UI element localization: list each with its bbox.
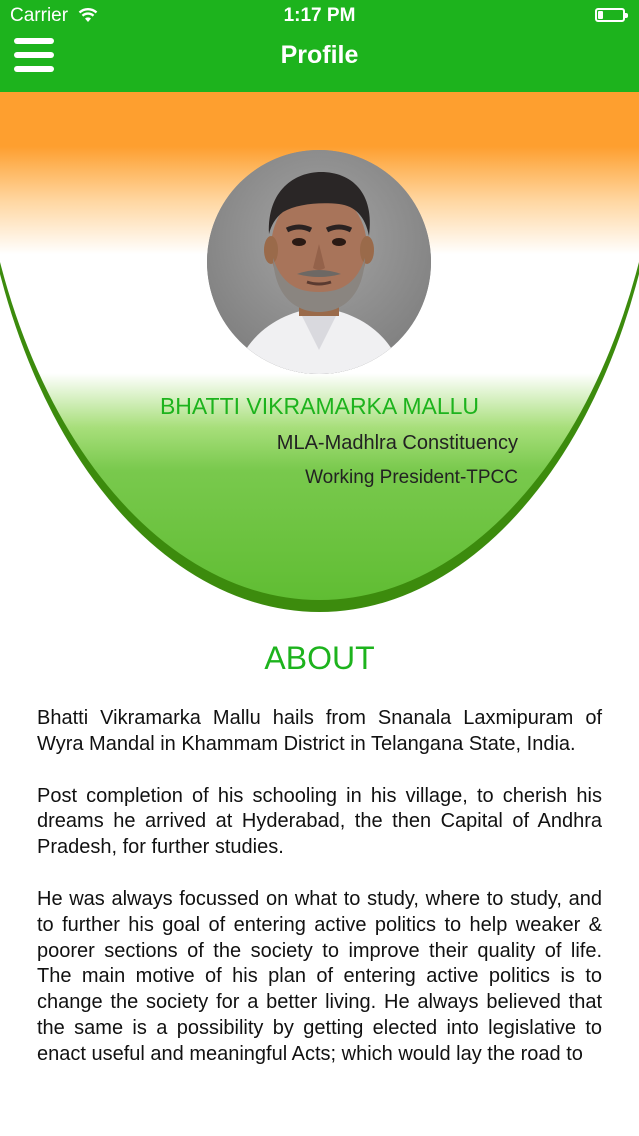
profile-constituency: MLA-Madhlra Constituency: [276, 432, 518, 454]
about-paragraph: Post completion of his schooling in his village, to cherish his dreams he arrived at Hyderabad, the then Capital of Andhra Pradesh, for further studies.: [37, 784, 602, 859]
battery-level: [598, 11, 603, 19]
page-title: Profile: [280, 41, 359, 69]
profile-header: [0, 92, 639, 612]
about-paragraph: He was always focussed on what to study, where to study, and to further his goal of entering active politics to help weaker & poorer sections of the society to improve their quality of life. The main motive of his plan of entering active politics is to change the society for a better living. He always believed that the same is a possibility by getting elected into legislative to enact useful and meaningful Acts; which would lay the road to: [37, 887, 602, 1065]
profile-photo: [207, 150, 431, 374]
carrier-label: Carrier: [10, 5, 69, 26]
status-time: 1:17 PM: [283, 5, 356, 26]
about-text: [37, 706, 602, 1094]
navigation-bar: [0, 32, 639, 92]
profile-position: Working President-TPCC: [305, 467, 518, 488]
profile-name: BHATTI VIKRAMARKA MALLU: [159, 393, 480, 419]
battery-icon: [595, 8, 625, 22]
profile-avatar: [207, 150, 431, 374]
about-paragraph: Bhatti Vikramarka Mallu hails from Snanala Laxmipuram of Wyra Mandal in Khammam District in Telangana State, India.: [37, 707, 602, 755]
status-bar: [0, 0, 639, 32]
about-heading: ABOUT: [264, 640, 375, 676]
